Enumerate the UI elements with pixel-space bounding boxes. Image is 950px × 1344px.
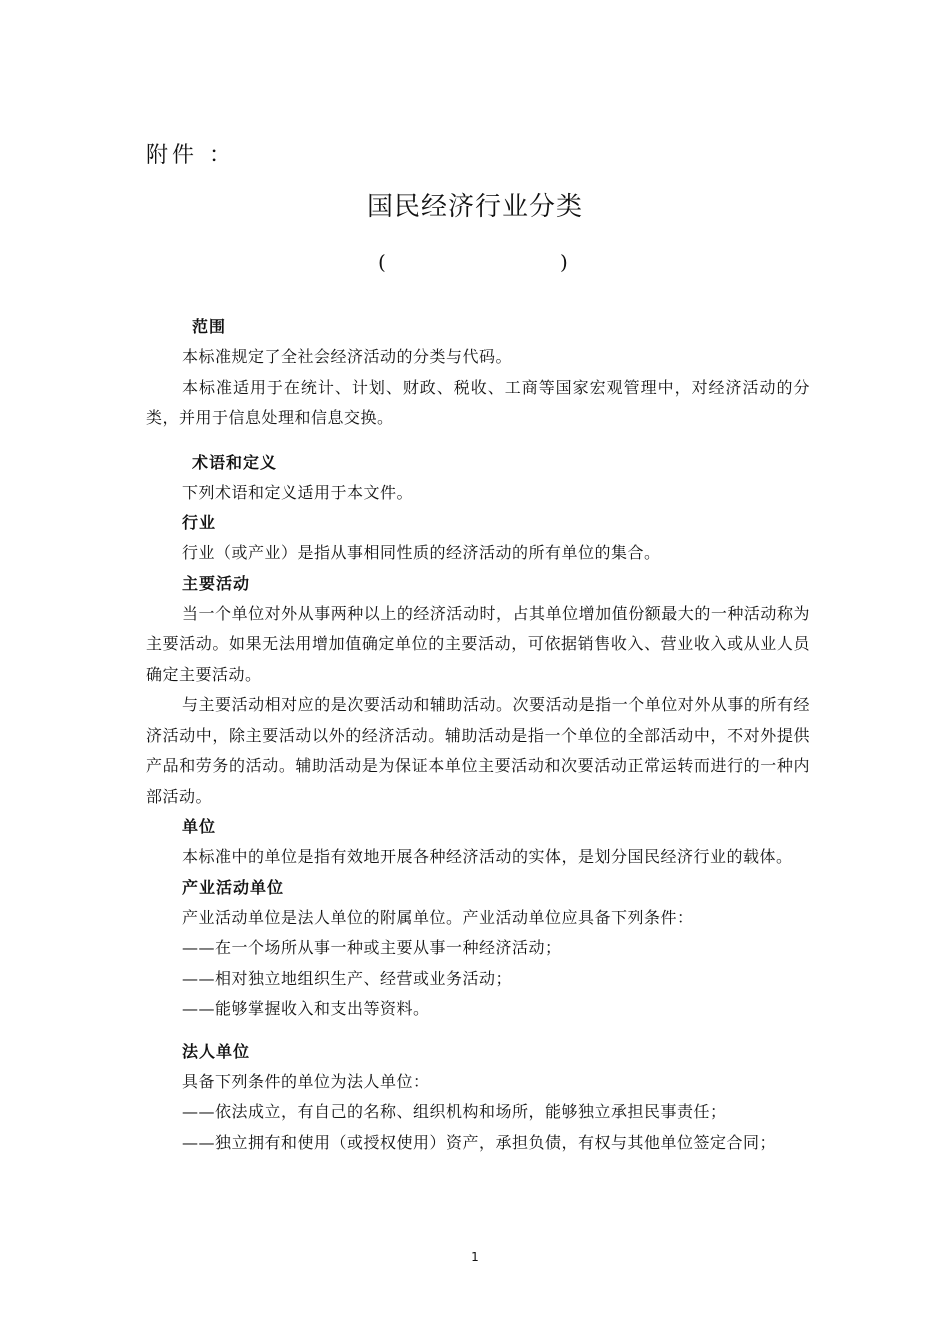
section-heading-scope: 范围 bbox=[192, 317, 227, 336]
list-item: ——独立拥有和使用（或授权使用）资产，承担负债，有权与其他单位签定合同； bbox=[182, 1132, 777, 1152]
subtitle-paren-close: ) bbox=[560, 250, 568, 274]
paragraph: 与主要活动相对应的是次要活动和辅助活动。次要活动是指一个单位对外从事的所有经济活动中，除主要活动以外的经济活动。辅助活动是指一个单位的全部活动中，不对外提供产品和劳务的活动。辅助活动是为保证本单位主要活动和次要活动正常运转而进行的一种内部活动。 bbox=[146, 695, 810, 806]
paragraph: 本标准适用于在统计、计划、财政、税收、工商等国家宏观管理中，对经济活动的分类，并用于信息处理和信息交换。 bbox=[146, 377, 810, 427]
subsection-heading-industrial-unit: 产业活动单位 bbox=[182, 877, 285, 897]
subtitle-paren-open: ( bbox=[378, 250, 386, 274]
attachment-label: 附件 ： bbox=[146, 143, 235, 168]
document-body bbox=[146, 312, 810, 1158]
subsection-heading-legal-unit: 法人单位 bbox=[182, 1041, 251, 1061]
paragraph: 产业活动单位是法人单位的附属单位。产业活动单位应具备下列条件： bbox=[182, 907, 694, 927]
page-number: 1 bbox=[471, 1250, 479, 1264]
list-item: ——相对独立地组织生产、经营或业务活动； bbox=[182, 968, 513, 988]
paragraph: 行业（或产业）是指从事相同性质的经济活动的所有单位的集合。 bbox=[182, 543, 661, 562]
paragraph: 本标准中的单位是指有效地开展各种经济活动的实体，是划分国民经济行业的载体。 bbox=[182, 847, 793, 866]
subsection-heading-unit: 单位 bbox=[182, 817, 217, 836]
paragraph: 当一个单位对外从事两种以上的经济活动时，占其单位增加值份额最大的一种活动称为主要活动。如果无法用增加值确定单位的主要活动，可依据销售收入、营业收入或从业人员确定主要活动。 bbox=[146, 603, 810, 684]
list-item: ——依法成立，有自己的名称、组织机构和场所，能够独立承担民事责任； bbox=[182, 1102, 727, 1121]
paragraph: 具备下列条件的单位为法人单位： bbox=[182, 1071, 430, 1091]
paragraph: 本标准规定了全社会经济活动的分类与代码。 bbox=[182, 347, 513, 366]
spacer bbox=[146, 434, 810, 448]
subsection-heading-main-activity: 主要活动 bbox=[182, 573, 251, 593]
section-heading-terms: 术语和定义 bbox=[192, 452, 278, 472]
spacer bbox=[146, 1025, 810, 1037]
document-title: 国民经济行业分类 bbox=[366, 192, 583, 222]
subsection-heading-industry: 行业 bbox=[182, 513, 217, 532]
paragraph: 下列术语和定义适用于本文件。 bbox=[182, 482, 414, 502]
list-item: ——在一个场所从事一种或主要从事一种经济活动； bbox=[182, 938, 562, 957]
list-item: ——能够掌握收入和支出等资料。 bbox=[182, 999, 430, 1018]
